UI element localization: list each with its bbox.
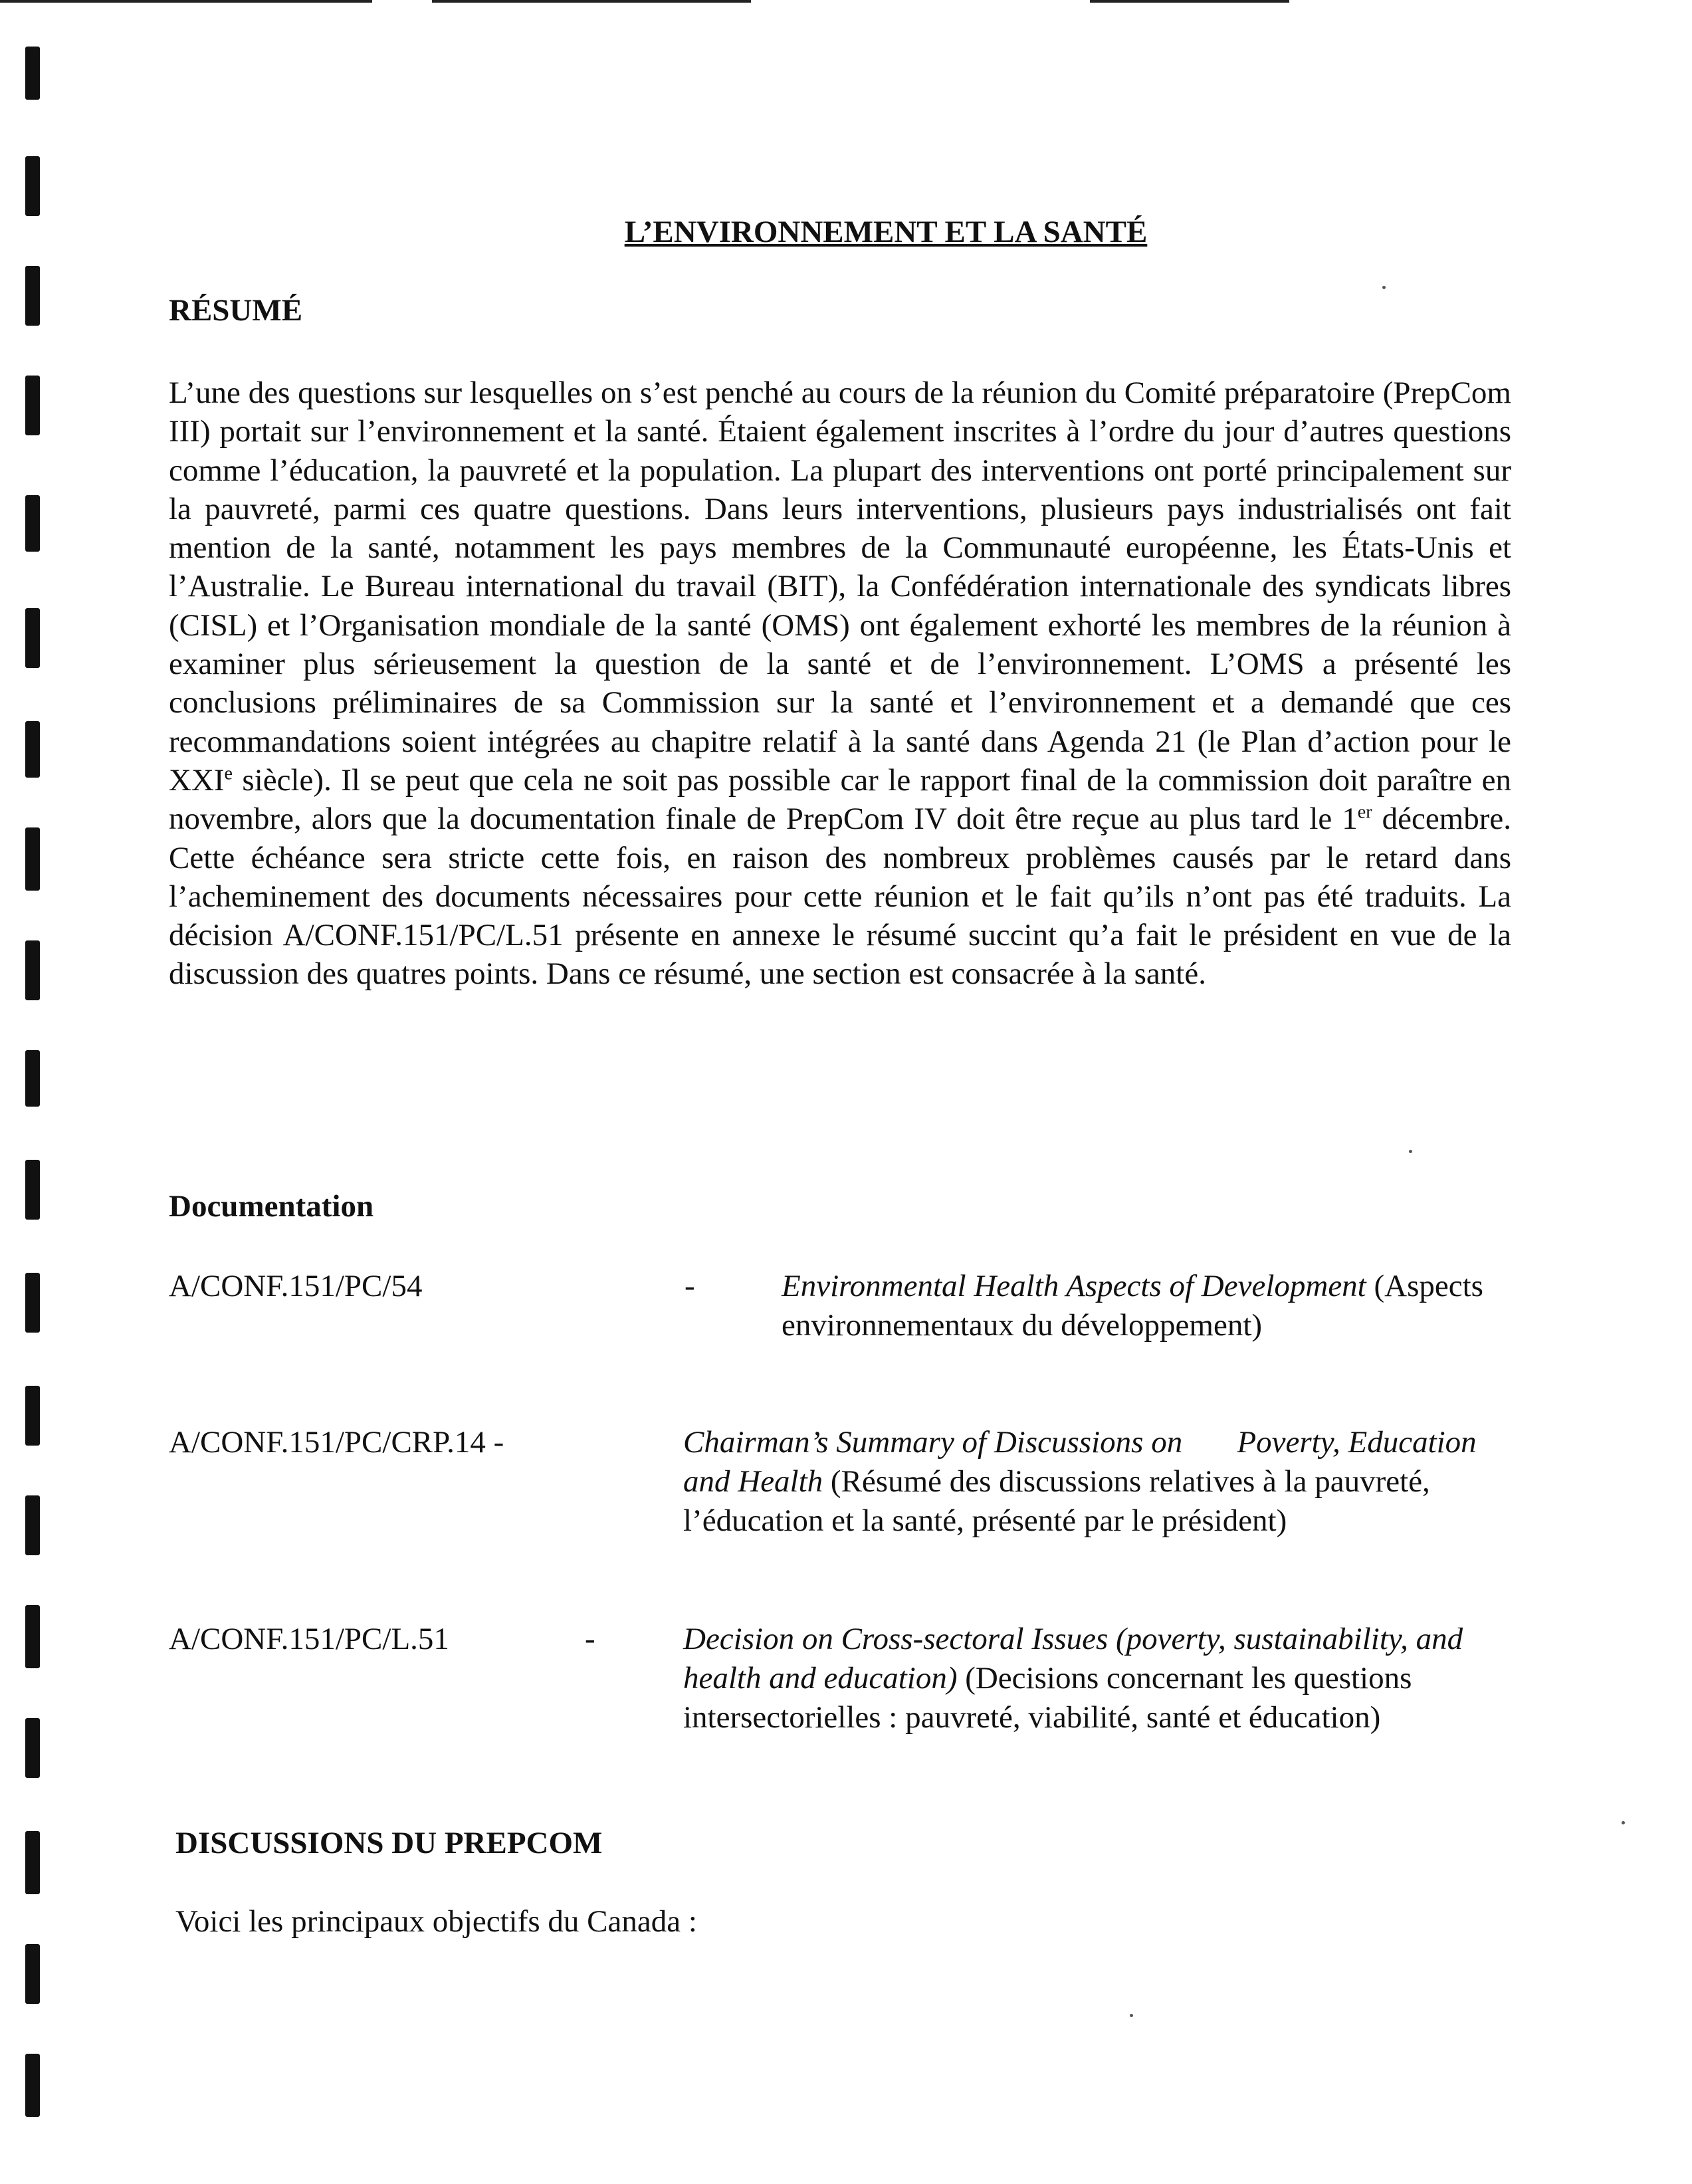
document-reference: A/CONF.151/PC/54 <box>169 1269 423 1303</box>
binding-mark <box>25 1160 40 1220</box>
scan-speck <box>1622 1821 1625 1824</box>
document-title: L’ENVIRONNEMENT ET LA SANTÉ <box>624 215 1148 249</box>
document-description <box>683 1423 1514 1541</box>
document-translation: (Aspects environnementaux du développement) <box>782 1269 1483 1343</box>
document-translation: (Résumé des discussions relatives à la pauvreté, l’éducation et la santé, présenté par le président) <box>683 1464 1430 1538</box>
document-translation: (Decisions concernant les questions intersectorielles : pauvreté, viabilité, santé et éducation) <box>683 1661 1412 1735</box>
document-description <box>782 1267 1513 1345</box>
binding-mark <box>25 1495 40 1555</box>
documentation-heading: Documentation <box>169 1189 374 1224</box>
binding-mark <box>25 1386 40 1446</box>
binding-mark <box>25 1273 40 1333</box>
document-title-italic: Environmental Health Aspects of Development <box>782 1269 1366 1303</box>
scan-speck <box>1382 286 1386 289</box>
scan-edge-line <box>0 0 372 3</box>
document-title-italic: Decision on Cross-sectoral Issues (poverty, sustainability, and health and education) <box>683 1622 1463 1695</box>
binding-mark <box>25 376 40 435</box>
summary-paragraph: L’une des questions sur lesquelles on s’est penché au cours de la réunion du Comité préparatoire (PrepCom III) portait sur l’environnement et la santé. Étaient également inscrites à l’ordre du jour d’autres questions comme l’éducation, la pauvreté et la population. La plupart des interventions ont porté principalement sur la pauvreté, parmi ces quatre questions. Dans leurs interventions, plusieurs pays industrialisés ont fait mention de la santé, notamment les pays membres de la Communauté européenne, les États-Unis et l’Australie. Le Bureau international du travail (BIT), la Confédération internationale des syndicats libres (CISL) et l’Organisation mondiale de la santé (OMS) ont également exhorté les membres de la réunion à examiner plus sérieusement la question de la santé et de l’environnement. L’OMS a présenté les conclusions préliminaires de sa Commission sur la santé et l’environnement et a demandé que ces recommandations soient intégrées au chapitre relatif à la santé dans Agenda 21 (le Plan d’action pour le XXIe siècle). Il se peut que cela ne soit pas possible car le rapport final de la commission doit paraître en novembre, alors que la documentation finale de PrepCom IV doit être reçue au plus tard le 1er décembre. Cette échéance sera stricte cette fois, en raison des nombreux problèmes causés par le retard dans l’acheminement des documents nécessaires pour cette réunion et le fait qu’ils n’ont pas été traduits. La décision A/CONF.151/PC/L.51 présente en annexe le résumé succint qu’a fait le président en vue de la discussion des quatres points. Dans ce résumé, une section est consacrée à la santé. <box>169 376 1511 992</box>
binding-mark <box>25 2054 40 2117</box>
binding-mark <box>25 721 40 778</box>
binding-mark <box>25 940 40 1000</box>
document-title-italic: Chairman’s Summary of Discussions on Poverty, Education and Health <box>683 1425 1485 1499</box>
discussions-intro: Voici les principaux objectifs du Canada : <box>175 1904 697 1939</box>
binding-mark <box>25 495 40 552</box>
binding-mark <box>25 1718 40 1778</box>
summary-heading: RÉSUMÉ <box>169 293 303 328</box>
binding-mark <box>25 1944 40 2004</box>
binding-mark <box>25 1050 40 1107</box>
scan-speck <box>1409 1150 1412 1153</box>
binding-mark <box>25 608 40 668</box>
document-reference: A/CONF.151/PC/L.51 <box>169 1622 449 1656</box>
binding-mark <box>25 1605 40 1668</box>
document-description <box>683 1620 1514 1737</box>
scan-speck <box>1130 2014 1133 2017</box>
document-dash: - <box>585 1622 595 1656</box>
binding-mark <box>25 156 40 216</box>
scan-edge-line <box>432 0 751 3</box>
binding-mark <box>25 1831 40 1894</box>
binding-mark <box>25 47 40 100</box>
scan-edge-line <box>1090 0 1289 3</box>
binding-mark <box>25 827 40 891</box>
document-reference: A/CONF.151/PC/CRP.14 - <box>169 1425 504 1460</box>
document-dash: - <box>685 1269 695 1303</box>
binding-mark <box>25 266 40 326</box>
discussions-heading: DISCUSSIONS DU PREPCOM <box>175 1826 603 1860</box>
